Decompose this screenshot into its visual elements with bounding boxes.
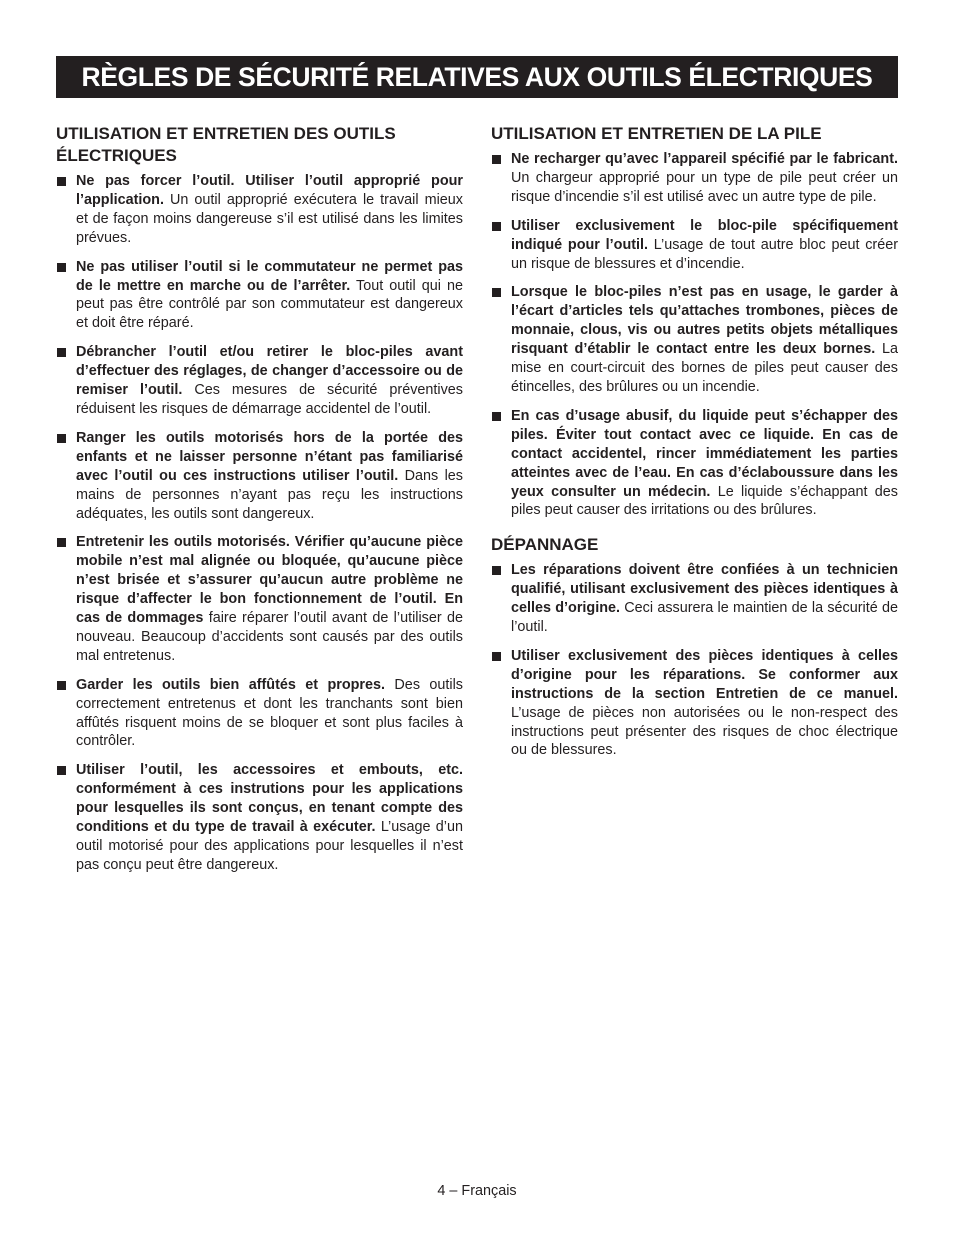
list-item [491,407,898,520]
troubleshooting-list [491,561,898,760]
battery-list [491,150,898,520]
rule-bold: Utiliser l’outil, les accessoires et embouts, etc. conformément à ces instrutions pour les applications pour lesquelles ils sont conçus, en tenant compte des conditions et du type de travail à exécuter. [76,762,463,836]
rule-bold: Utiliser exclusivement le bloc-pile spécifiquement indiqué pour l’outil. [511,217,898,253]
list-item [56,343,463,419]
list-item [56,258,463,334]
list-item [491,647,898,760]
rule-bold: Les réparations doivent être confiées à un technicien qualifié, utilisant exclusivement des pièces identiques à celles d’origine. [511,562,898,617]
list-item [56,533,463,665]
rule-bold: Débrancher l’outil et/ou retirer le bloc-piles avant d’effectuer des réglages, de changer d’accessoire ou de remiser l’outil. [76,344,463,399]
rule-text: Dans les mains de personnes n’ayant pas reçu les instructions adéquates, les outils sont dangereux. [76,467,463,522]
rule-bold: Ne recharger qu’avec l’appareil spécifié par le fabricant. [511,151,898,167]
list-item [491,283,898,396]
page-footer [0,1182,954,1200]
rule-bold: Utiliser exclusivement des pièces identiques à celles d’origine pour les réparations. Se conformer aux instructions de la section Entretien de ce manuel. [511,647,898,702]
rule-text: L’usage de tout autre bloc peut créer un risque de blessures et d’incendie. [511,236,898,272]
list-item [491,561,898,637]
section-heading-battery: UTILISATION ET ENTRETIEN DE LA PILE [491,124,822,143]
rule-bold: Entretenir les outils motorisés. Vérifier qu’aucune pièce mobile n’est mal alignée ou bloquée, qu’aucune pièce n’est brisée et s’assurer qu’aucun autre problème ne risque d’affecter le bon fonctionnement de l’outil. En cas de dommages [76,534,463,627]
rule-text: La mise en court-circuit des bornes de piles peut causer des étincelles, des brûlures ou un incendie. [511,341,898,395]
list-item [56,676,463,752]
rule-text: L’usage d’un outil motorisé pour des applications pour lesquelles il n’est pas conçu peut être dangereux. [76,819,463,873]
list-item [56,429,463,524]
rule-bold: En cas d’usage abusif, du liquide peut s’échapper des piles. Éviter tout contact avec ce liquide. En cas de contact accidentel, rincer immédiatement les parties atteintes avec de l’eau. En cas d’éclaboussure dans les yeux consulter un médecin. [511,407,898,500]
page-title: RÈGLES DE SÉCURITÉ RELATIVES AUX OUTILS ÉLECTRIQUES [81,61,873,92]
section-heading-tool-use: UTILISATION ET ENTRETIEN DES OUTILS ÉLECTRIQUES [56,124,396,165]
rule-bold: Ranger les outils motorisés hors de la portée des enfants et ne laisser personne n’étant pas familiarisé avec l’outil ou ces instructions utiliser l’outil. [76,429,463,484]
rule-text: L’usage de pièces non autorisées ou le non-respect des instructions peut présenter des risques de choc électrique ou de blessures. [511,704,898,759]
page-number: 4 – Français [437,1183,517,1199]
rule-text: Le liquide s’échappant des piles peut causer des irritations ou des brûlures. [511,483,899,519]
list-item [56,761,463,874]
rule-bold: Ne pas forcer l’outil. Utiliser l’outil approprié pour l’application. [76,173,463,208]
rule-text: Un outil approprié exécutera le travail mieux et de façon moins dangereuse s’il est utilisé dans les limites prévues. [76,191,463,246]
rule-text: Des outils correctement entretenus et dont les tranchants sont bien affûtés risquent moins de se bloquer et sont plus faciles à contrôler. [76,676,463,750]
section-heading-troubleshooting: DÉPANNAGE [491,535,599,555]
list-item [491,150,898,207]
list-item [491,217,898,274]
rule-text: Tout outil qui ne peut pas être contrôlé par son commutateur est dangereux et doit être réparé. [76,277,463,332]
rule-bold: Garder les outils bien affûtés et propres. [76,676,386,693]
rule-bold: Ne pas utiliser l’outil si le commutateur ne permet pas de le mettre en marche ou de l’arrêter. [76,258,463,294]
tool-use-list [56,172,463,875]
rule-text: Ces mesures de sécurité préventives réduisent les risques de démarrage accidentel de l’outil. [76,382,464,417]
rule-text: Un chargeur approprié pour un type de pile peut créer un risque d’incendie s’il est utilisé avec un autre type de pile. [511,169,898,205]
rule-text: Ceci assurera le maintien de la sécurité de l’outil. [511,600,898,636]
right-column [491,123,898,770]
list-item [56,172,463,248]
rule-bold: Lorsque le bloc-piles n’est pas en usage, le garder à l’écart d’articles tels qu’attaches trombones, pièces de monnaie, clous, vis ou autres petits objets métalliques risquant d’établir le contact entre les deux bornes. [511,284,898,358]
left-column [56,123,463,885]
page-title-banner [56,56,898,98]
rule-text: faire réparer l’outil avant de l’utiliser de nouveau. Beaucoup d’accidents sont causés par des outils mal entretenus. [76,610,463,664]
